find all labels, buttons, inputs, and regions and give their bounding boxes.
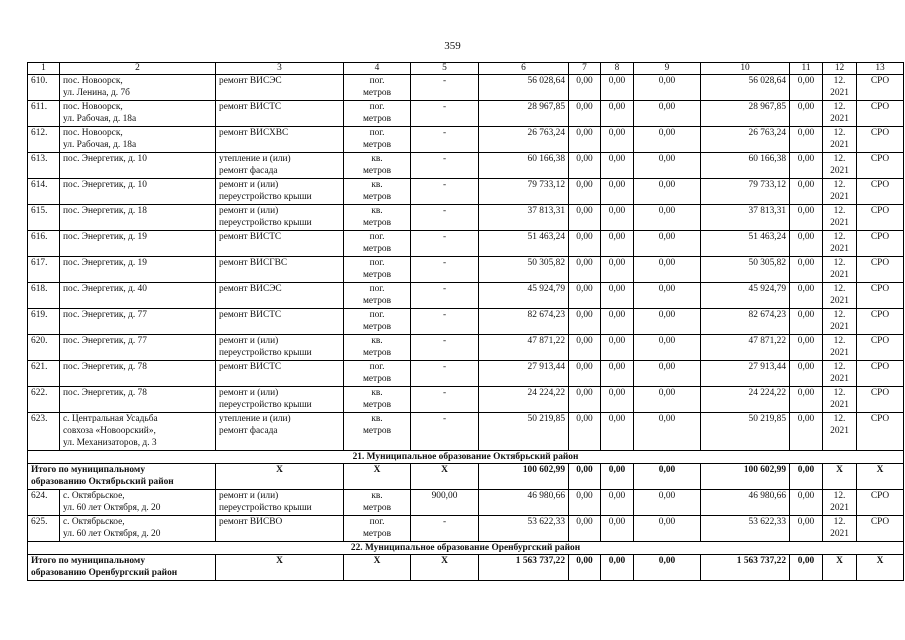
unit-cell: пог. метров — [344, 309, 411, 335]
col10-cell: 50 219,85 — [701, 413, 790, 451]
work-type-cell: ремонт ВИСХВС — [216, 127, 344, 153]
column-header-7: 7 — [569, 63, 601, 75]
unit-cell: пог. метров — [344, 361, 411, 387]
work-type-cell: ремонт ВИСЭС — [216, 283, 344, 309]
col10-cell: 28 967,85 — [701, 101, 790, 127]
work-type-cell: ремонт ВИСТС — [216, 231, 344, 257]
total-label: Итого по муниципальному образованию Октябрьский район — [28, 464, 216, 490]
quantity-cell: - — [411, 179, 479, 205]
col7-cell: 0,00 — [569, 179, 601, 205]
column-header-2: 2 — [60, 63, 216, 75]
col8-cell: 0,00 — [601, 231, 634, 257]
source-cell: СРО — [857, 335, 904, 361]
total-cost-cell: 51 463,24 — [479, 231, 569, 257]
total-col11-cell: 0,00 — [790, 555, 823, 581]
work-type-cell: ремонт ВИСЭС — [216, 75, 344, 101]
total-cost-cell: 28 967,85 — [479, 101, 569, 127]
col8-cell: 0,00 — [601, 387, 634, 413]
col11-cell: 0,00 — [790, 387, 823, 413]
column-header-6: 6 — [479, 63, 569, 75]
col7-cell: 0,00 — [569, 516, 601, 542]
source-cell: СРО — [857, 490, 904, 516]
work-type-cell: утепление и (или) ремонт фасада — [216, 413, 344, 451]
total-row — [28, 555, 904, 581]
col11-cell: 0,00 — [790, 309, 823, 335]
col11-cell: 0,00 — [790, 361, 823, 387]
col9-cell: 0,00 — [634, 413, 701, 451]
row-number: 619. — [28, 309, 60, 335]
work-type-cell: ремонт и (или) переустройство крыши — [216, 205, 344, 231]
col7-cell: 0,00 — [569, 283, 601, 309]
col9-cell: 0,00 — [634, 516, 701, 542]
total-col10-cell: 1 563 737,22 — [701, 555, 790, 581]
total-col7-cell: 0,00 — [569, 555, 601, 581]
row-number: 624. — [28, 490, 60, 516]
total-source-cell: X — [857, 555, 904, 581]
address-cell: с. Центральная Усадьба совхоза «Новоорский», ул. Механизаторов, д. 3 — [60, 413, 216, 451]
col9-cell: 0,00 — [634, 127, 701, 153]
quantity-cell: - — [411, 205, 479, 231]
total-col8-cell: 0,00 — [601, 464, 634, 490]
col8-cell: 0,00 — [601, 205, 634, 231]
col7-cell: 0,00 — [569, 153, 601, 179]
table-row — [28, 127, 904, 153]
col11-cell: 0,00 — [790, 490, 823, 516]
col8-cell: 0,00 — [601, 75, 634, 101]
col9-cell: 0,00 — [634, 309, 701, 335]
row-number: 615. — [28, 205, 60, 231]
unit-cell: кв. метров — [344, 490, 411, 516]
column-header-5: 5 — [411, 63, 479, 75]
col10-cell: 47 871,22 — [701, 335, 790, 361]
table-row — [28, 205, 904, 231]
source-cell: СРО — [857, 309, 904, 335]
col10-cell: 37 813,31 — [701, 205, 790, 231]
total-cost-cell: 79 733,12 — [479, 179, 569, 205]
total-unit-cell: X — [344, 464, 411, 490]
col10-cell: 24 224,22 — [701, 387, 790, 413]
col11-cell: 0,00 — [790, 205, 823, 231]
total-qty-cell: X — [411, 464, 479, 490]
col11-cell: 0,00 — [790, 413, 823, 451]
table-row — [28, 490, 904, 516]
column-header-9: 9 — [634, 63, 701, 75]
col9-cell: 0,00 — [634, 75, 701, 101]
address-cell: пос. Новоорск, ул. Рабочая, д. 18а — [60, 101, 216, 127]
date-cell: 12. 2021 — [823, 361, 857, 387]
row-number: 611. — [28, 101, 60, 127]
source-cell: СРО — [857, 257, 904, 283]
column-header-12: 12 — [823, 63, 857, 75]
date-cell: 12. 2021 — [823, 490, 857, 516]
work-type-cell: ремонт ВИСГВС — [216, 257, 344, 283]
work-type-cell: ремонт ВИСТС — [216, 101, 344, 127]
column-number-header — [28, 63, 904, 75]
quantity-cell: - — [411, 101, 479, 127]
col7-cell: 0,00 — [569, 413, 601, 451]
col8-cell: 0,00 — [601, 153, 634, 179]
unit-cell: пог. метров — [344, 101, 411, 127]
date-cell: 12. 2021 — [823, 127, 857, 153]
source-cell: СРО — [857, 231, 904, 257]
total-work-cell: X — [216, 464, 344, 490]
col9-cell: 0,00 — [634, 101, 701, 127]
work-type-cell: ремонт и (или) переустройство крыши — [216, 387, 344, 413]
address-cell: пос. Энергетик, д. 18 — [60, 205, 216, 231]
col7-cell: 0,00 — [569, 75, 601, 101]
row-number: 620. — [28, 335, 60, 361]
col7-cell: 0,00 — [569, 231, 601, 257]
col10-cell: 51 463,24 — [701, 231, 790, 257]
column-header-8: 8 — [601, 63, 634, 75]
table-row — [28, 516, 904, 542]
total-work-cell: X — [216, 555, 344, 581]
col11-cell: 0,00 — [790, 179, 823, 205]
row-number: 612. — [28, 127, 60, 153]
date-cell: 12. 2021 — [823, 257, 857, 283]
col10-cell: 50 305,82 — [701, 257, 790, 283]
col9-cell: 0,00 — [634, 205, 701, 231]
unit-cell: пог. метров — [344, 257, 411, 283]
total-cost-cell: 24 224,22 — [479, 387, 569, 413]
table-row — [28, 387, 904, 413]
source-cell: СРО — [857, 127, 904, 153]
source-cell: СРО — [857, 75, 904, 101]
total-cost-cell: 27 913,44 — [479, 361, 569, 387]
total-cost-cell: 56 028,64 — [479, 75, 569, 101]
work-type-cell: ремонт ВИСТС — [216, 361, 344, 387]
address-cell: пос. Энергетик, д. 78 — [60, 361, 216, 387]
unit-cell: кв. метров — [344, 205, 411, 231]
total-cost-cell: 47 871,22 — [479, 335, 569, 361]
quantity-cell: - — [411, 516, 479, 542]
col9-cell: 0,00 — [634, 490, 701, 516]
quantity-cell: - — [411, 335, 479, 361]
unit-cell: кв. метров — [344, 413, 411, 451]
col10-cell: 46 980,66 — [701, 490, 790, 516]
date-cell: 12. 2021 — [823, 516, 857, 542]
quantity-cell: - — [411, 387, 479, 413]
col11-cell: 0,00 — [790, 101, 823, 127]
total-cost-cell: 45 924,79 — [479, 283, 569, 309]
col10-cell: 53 622,33 — [701, 516, 790, 542]
address-cell: с. Октябрьское, ул. 60 лет Октября, д. 20 — [60, 490, 216, 516]
source-cell: СРО — [857, 516, 904, 542]
col11-cell: 0,00 — [790, 335, 823, 361]
address-cell: пос. Энергетик, д. 40 — [60, 283, 216, 309]
col8-cell: 0,00 — [601, 516, 634, 542]
col7-cell: 0,00 — [569, 335, 601, 361]
work-type-cell: ремонт и (или) переустройство крыши — [216, 335, 344, 361]
total-col10-cell: 100 602,99 — [701, 464, 790, 490]
total-cost-cell: 26 763,24 — [479, 127, 569, 153]
section-heading-row — [28, 451, 904, 464]
work-type-cell: ремонт и (или) переустройство крыши — [216, 490, 344, 516]
date-cell: 12. 2021 — [823, 179, 857, 205]
table-row — [28, 101, 904, 127]
address-cell: пос. Новоорск, ул. Рабочая, д. 18а — [60, 127, 216, 153]
total-cost-cell: 1 563 737,22 — [479, 555, 569, 581]
source-cell: СРО — [857, 387, 904, 413]
row-number: 621. — [28, 361, 60, 387]
table-row — [28, 257, 904, 283]
col11-cell: 0,00 — [790, 127, 823, 153]
address-cell: с. Октябрьское, ул. 60 лет Октября, д. 20 — [60, 516, 216, 542]
total-cost-cell: 37 813,31 — [479, 205, 569, 231]
col9-cell: 0,00 — [634, 335, 701, 361]
column-header-3: 3 — [216, 63, 344, 75]
col11-cell: 0,00 — [790, 75, 823, 101]
date-cell: 12. 2021 — [823, 231, 857, 257]
col8-cell: 0,00 — [601, 283, 634, 309]
date-cell: 12. 2021 — [823, 101, 857, 127]
total-cost-cell: 82 674,23 — [479, 309, 569, 335]
col10-cell: 45 924,79 — [701, 283, 790, 309]
col7-cell: 0,00 — [569, 101, 601, 127]
total-unit-cell: X — [344, 555, 411, 581]
quantity-cell: - — [411, 153, 479, 179]
table-row — [28, 179, 904, 205]
total-cost-cell: 53 622,33 — [479, 516, 569, 542]
col9-cell: 0,00 — [634, 231, 701, 257]
table-row — [28, 309, 904, 335]
quantity-cell: - — [411, 127, 479, 153]
table-row — [28, 361, 904, 387]
section-title: 22. Муниципальное образование Оренбургский район — [28, 542, 904, 555]
row-number: 610. — [28, 75, 60, 101]
col10-cell: 56 028,64 — [701, 75, 790, 101]
date-cell: 12. 2021 — [823, 413, 857, 451]
column-header-11: 11 — [790, 63, 823, 75]
col8-cell: 0,00 — [601, 361, 634, 387]
date-cell: 12. 2021 — [823, 335, 857, 361]
column-header-13: 13 — [857, 63, 904, 75]
col9-cell: 0,00 — [634, 387, 701, 413]
col7-cell: 0,00 — [569, 490, 601, 516]
quantity-cell: - — [411, 413, 479, 451]
address-cell: пос. Энергетик, д. 10 — [60, 179, 216, 205]
col10-cell: 26 763,24 — [701, 127, 790, 153]
address-cell: пос. Энергетик, д. 19 — [60, 257, 216, 283]
source-cell: СРО — [857, 205, 904, 231]
col10-cell: 82 674,23 — [701, 309, 790, 335]
date-cell: 12. 2021 — [823, 153, 857, 179]
total-col7-cell: 0,00 — [569, 464, 601, 490]
unit-cell: кв. метров — [344, 335, 411, 361]
col9-cell: 0,00 — [634, 283, 701, 309]
col7-cell: 0,00 — [569, 257, 601, 283]
total-date-cell: X — [823, 464, 857, 490]
address-cell: пос. Энергетик, д. 78 — [60, 387, 216, 413]
source-cell: СРО — [857, 179, 904, 205]
address-cell: пос. Энергетик, д. 77 — [60, 335, 216, 361]
quantity-cell: - — [411, 309, 479, 335]
address-cell: пос. Новоорск, ул. Ленина, д. 7б — [60, 75, 216, 101]
work-type-cell: ремонт ВИСВО — [216, 516, 344, 542]
unit-cell: кв. метров — [344, 153, 411, 179]
date-cell: 12. 2021 — [823, 283, 857, 309]
col7-cell: 0,00 — [569, 127, 601, 153]
total-cost-cell: 100 602,99 — [479, 464, 569, 490]
col9-cell: 0,00 — [634, 257, 701, 283]
col10-cell: 60 166,38 — [701, 153, 790, 179]
col7-cell: 0,00 — [569, 361, 601, 387]
col10-cell: 27 913,44 — [701, 361, 790, 387]
section-heading-row — [28, 542, 904, 555]
total-col8-cell: 0,00 — [601, 555, 634, 581]
table-row — [28, 413, 904, 451]
repair-schedule-table — [27, 62, 904, 581]
table-body — [28, 63, 904, 581]
unit-cell: пог. метров — [344, 127, 411, 153]
quantity-cell: - — [411, 361, 479, 387]
row-number: 613. — [28, 153, 60, 179]
row-number: 616. — [28, 231, 60, 257]
work-type-cell: утепление и (или) ремонт фасада — [216, 153, 344, 179]
col11-cell: 0,00 — [790, 153, 823, 179]
table-row — [28, 335, 904, 361]
col9-cell: 0,00 — [634, 361, 701, 387]
address-cell: пос. Энергетик, д. 19 — [60, 231, 216, 257]
row-number: 618. — [28, 283, 60, 309]
quantity-cell: - — [411, 75, 479, 101]
col8-cell: 0,00 — [601, 335, 634, 361]
col7-cell: 0,00 — [569, 309, 601, 335]
table-row — [28, 283, 904, 309]
date-cell: 12. 2021 — [823, 387, 857, 413]
quantity-cell: - — [411, 231, 479, 257]
col11-cell: 0,00 — [790, 231, 823, 257]
row-number: 617. — [28, 257, 60, 283]
section-title: 21. Муниципальное образование Октябрьский район — [28, 451, 904, 464]
date-cell: 12. 2021 — [823, 75, 857, 101]
page-number: 359 — [444, 40, 461, 52]
col11-cell: 0,00 — [790, 516, 823, 542]
work-type-cell: ремонт ВИСТС — [216, 309, 344, 335]
col9-cell: 0,00 — [634, 179, 701, 205]
work-type-cell: ремонт и (или) переустройство крыши — [216, 179, 344, 205]
row-number: 614. — [28, 179, 60, 205]
quantity-cell: - — [411, 283, 479, 309]
col8-cell: 0,00 — [601, 413, 634, 451]
col8-cell: 0,00 — [601, 101, 634, 127]
col8-cell: 0,00 — [601, 490, 634, 516]
address-cell: пос. Энергетик, д. 10 — [60, 153, 216, 179]
total-date-cell: X — [823, 555, 857, 581]
col8-cell: 0,00 — [601, 257, 634, 283]
address-cell: пос. Энергетик, д. 77 — [60, 309, 216, 335]
total-cost-cell: 50 305,82 — [479, 257, 569, 283]
col7-cell: 0,00 — [569, 205, 601, 231]
source-cell: СРО — [857, 283, 904, 309]
quantity-cell: - — [411, 257, 479, 283]
source-cell: СРО — [857, 101, 904, 127]
unit-cell: кв. метров — [344, 179, 411, 205]
unit-cell: пог. метров — [344, 283, 411, 309]
source-cell: СРО — [857, 413, 904, 451]
source-cell: СРО — [857, 361, 904, 387]
total-cost-cell: 50 219,85 — [479, 413, 569, 451]
column-header-1: 1 — [28, 63, 60, 75]
total-col9-cell: 0,00 — [634, 555, 701, 581]
total-qty-cell: X — [411, 555, 479, 581]
row-number: 623. — [28, 413, 60, 451]
unit-cell: кв. метров — [344, 387, 411, 413]
total-source-cell: X — [857, 464, 904, 490]
col11-cell: 0,00 — [790, 257, 823, 283]
col7-cell: 0,00 — [569, 387, 601, 413]
column-header-10: 10 — [701, 63, 790, 75]
col10-cell: 79 733,12 — [701, 179, 790, 205]
source-cell: СРО — [857, 153, 904, 179]
table-row — [28, 75, 904, 101]
col8-cell: 0,00 — [601, 179, 634, 205]
unit-cell: пог. метров — [344, 516, 411, 542]
col9-cell: 0,00 — [634, 153, 701, 179]
total-col11-cell: 0,00 — [790, 464, 823, 490]
col8-cell: 0,00 — [601, 309, 634, 335]
table-row — [28, 153, 904, 179]
row-number: 622. — [28, 387, 60, 413]
total-row — [28, 464, 904, 490]
column-header-4: 4 — [344, 63, 411, 75]
date-cell: 12. 2021 — [823, 205, 857, 231]
total-cost-cell: 60 166,38 — [479, 153, 569, 179]
quantity-cell: 900,00 — [411, 490, 479, 516]
col11-cell: 0,00 — [790, 283, 823, 309]
total-cost-cell: 46 980,66 — [479, 490, 569, 516]
date-cell: 12. 2021 — [823, 309, 857, 335]
total-label: Итого по муниципальному образованию Оренбургский район — [28, 555, 216, 581]
unit-cell: пог. метров — [344, 231, 411, 257]
unit-cell: пог. метров — [344, 75, 411, 101]
total-col9-cell: 0,00 — [634, 464, 701, 490]
row-number: 625. — [28, 516, 60, 542]
col8-cell: 0,00 — [601, 127, 634, 153]
table-row — [28, 231, 904, 257]
